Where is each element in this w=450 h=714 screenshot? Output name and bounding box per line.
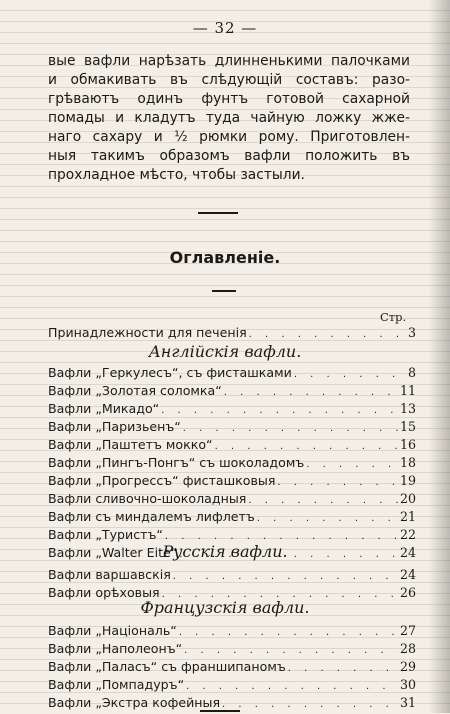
toc-entry-title: Вафли съ миндалемъ лифлетъ (48, 509, 255, 524)
toc-entry (48, 400, 416, 418)
leader-dots (179, 624, 398, 642)
toc-entry (48, 364, 416, 382)
toc-entry (48, 676, 416, 694)
leader-dots (294, 366, 398, 384)
paragraph-line: и обмакивать въ слѣдующій составъ: разо- (48, 72, 410, 88)
paragraph-line: ныя такимъ образомъ вафли положить въ (48, 148, 410, 164)
toc-entry-title: Вафли „Наполеонъ“ (48, 641, 183, 656)
toc-entry-title: Вафли „Walter Eite“ (48, 545, 178, 560)
toc-section-french (48, 622, 416, 712)
toc-entry (48, 454, 416, 472)
toc-heading: Оглавленіе. (169, 248, 281, 267)
toc-entry-page: 15 (399, 419, 416, 434)
toc-entry (48, 640, 416, 658)
toc-entry-title: Вафли „Пингъ-Понгъ“ съ шоколадомъ (48, 455, 305, 470)
toc-entry-title: Вафли „Экстра кофейныя (48, 695, 221, 710)
toc-entry (48, 622, 416, 640)
paragraph-line: наго сахару и ½ рюмки рому. Приготовлен- (48, 129, 410, 145)
toc-entry-title: Вафли сливочно-шоколадныя (48, 491, 247, 506)
toc-section-russian (48, 566, 416, 602)
toc-entry-page: 18 (399, 455, 416, 470)
toc-entry-page: 16 (399, 437, 416, 452)
toc-entry-page: 24 (399, 545, 416, 560)
toc-entry-title: Вафли „Помпадуръ“ (48, 677, 185, 692)
toc-entry-page: 11 (399, 383, 416, 398)
page-number: — 32 — (192, 19, 258, 37)
paragraph-line: прохладное мѣсто, чтобы застыли. (48, 167, 305, 183)
toc-entry-page: 13 (399, 401, 416, 416)
section-title: Русскія вафли. (162, 542, 288, 561)
leader-dots (173, 568, 398, 586)
divider-rule (198, 212, 238, 214)
toc-entry-page: 24 (399, 567, 416, 582)
divider-rule (212, 290, 236, 292)
toc-entry-title: Вафли „Паласъ“ съ франшипаномъ (48, 659, 286, 674)
toc-entry (48, 566, 416, 584)
toc-entry-title: Вафли варшавскія (48, 567, 171, 582)
toc-entry-page: 8 (407, 365, 416, 380)
toc-entry (48, 508, 416, 526)
toc-entry (48, 436, 416, 454)
toc-entry (48, 324, 416, 342)
leader-dots (306, 456, 398, 474)
leader-dots (288, 660, 398, 678)
toc-entry-title: Вафли „Микадо“ (48, 401, 160, 416)
toc-entry-title: Принадлежности для печенія (48, 325, 247, 340)
paragraph-line: вые вафли нарѣзать длинненькими палочками (48, 53, 410, 69)
leader-dots (224, 384, 398, 402)
section-title: Англійскія вафли. (148, 342, 302, 361)
leader-dots (248, 492, 398, 510)
leader-dots (222, 696, 398, 714)
toc-entry-page: 19 (399, 473, 416, 488)
toc-entry-title: Вафли „Паштетъ мокко“ (48, 437, 213, 452)
toc-entry-page: 22 (399, 527, 416, 542)
toc-entry-page: 27 (399, 623, 416, 638)
toc-intro (48, 324, 416, 342)
toc-entry-title: Вафли „Прогрессъ“ фисташковыя (48, 473, 276, 488)
toc-entry (48, 490, 416, 508)
toc-entry (48, 658, 416, 676)
paragraph-line: помады и кладутъ туда чайную ложку жже- (48, 110, 410, 126)
toc-entry-page: 31 (399, 695, 416, 710)
toc-entry-page: 21 (399, 509, 416, 524)
toc-entry (48, 418, 416, 436)
leader-dots (161, 402, 398, 420)
toc-entry-page: 20 (399, 491, 416, 506)
toc-entry-title: Вафли орѣховыя (48, 585, 160, 600)
toc-entry-title: Вафли „Туристъ“ (48, 527, 163, 542)
toc-entry-page: 3 (407, 325, 416, 340)
toc-section-english (48, 364, 416, 562)
recipe-paragraph (48, 52, 410, 185)
toc-entry-page: 28 (399, 641, 416, 656)
leader-dots (183, 420, 398, 438)
toc-entry (48, 382, 416, 400)
leader-dots (277, 474, 398, 492)
toc-entry-title: Вафли „Паризьенъ“ (48, 419, 181, 434)
section-title: Французскія вафли. (140, 598, 310, 617)
toc-entry-title: Вафли „Золотая соломка“ (48, 383, 222, 398)
toc-entry-title: Вафли „Національ“ (48, 623, 177, 638)
toc-entry-page: 26 (399, 585, 416, 600)
toc-entry-title: Вафли „Геркулесъ“, съ фисташками (48, 365, 292, 380)
toc-entry (48, 472, 416, 490)
divider-rule (200, 710, 240, 712)
toc-entry-page: 30 (399, 677, 416, 692)
page-column-label: Стр. (380, 310, 407, 324)
paragraph-line: грѣваютъ одинъ фунтъ готовой сахарной (48, 91, 410, 107)
leader-dots (257, 510, 398, 528)
toc-entry-page: 29 (399, 659, 416, 674)
